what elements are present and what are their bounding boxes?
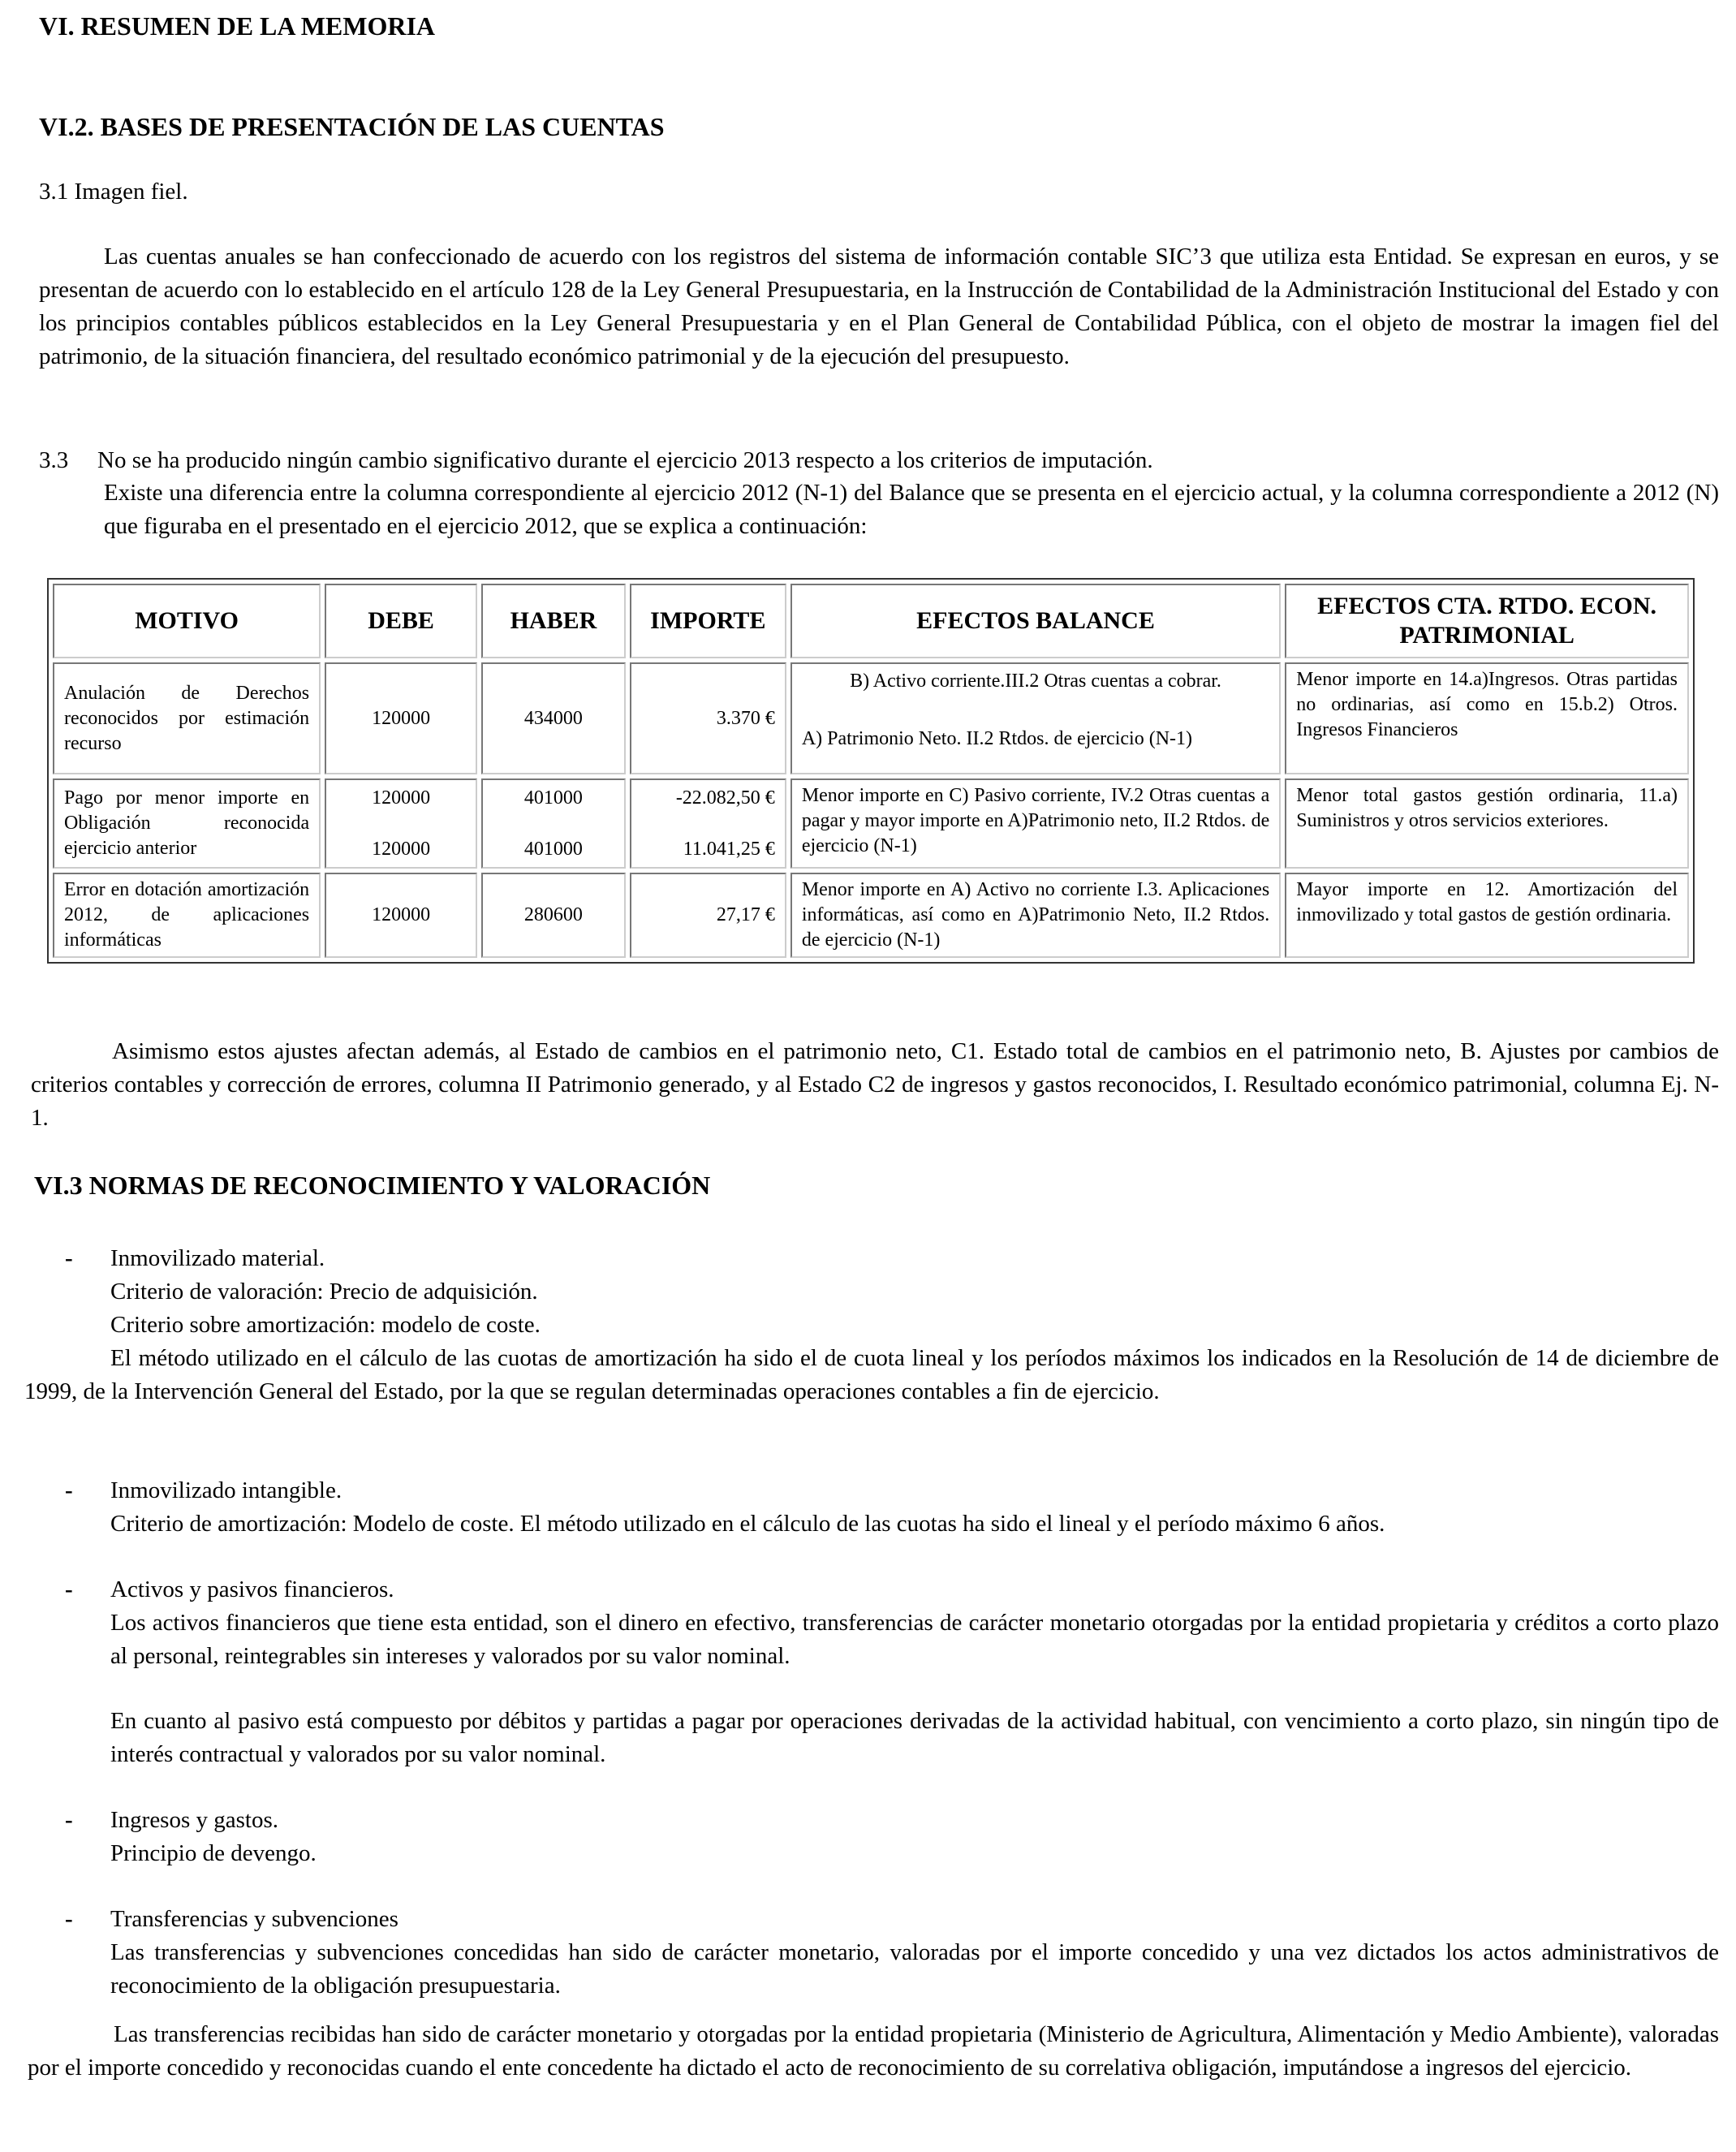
bullet-dash: -: [65, 1906, 73, 1932]
debe-value: 120000: [372, 839, 431, 860]
item-3-3-number: 3.3: [39, 447, 69, 473]
inmov-intangible-title: Inmovilizado intangible.: [110, 1477, 342, 1503]
haber-value: 401000: [523, 787, 583, 809]
importe-value: 11.041,25 €: [683, 839, 775, 860]
cell-importe: 3.370 €: [630, 662, 786, 774]
cell-debe: [325, 778, 477, 869]
importe-value: -22.082,50 €: [675, 787, 775, 809]
inmov-intangible-criterio: Criterio de amortización: Modelo de coste. El método utilizado en el cálculo de las cuotas ha sido el lineal y el período máximo 6 años.: [110, 1511, 1385, 1537]
header-efectos-balance: EFECTOS BALANCE: [790, 584, 1281, 658]
ingresos-gastos-principio: Principio de devengo.: [110, 1840, 317, 1866]
activos-pasivos-title: Activos y pasivos financieros.: [110, 1576, 394, 1602]
cell-efectos-cta: Menor total gastos gestión ordinaria, 11.a) Suministros y otros servicios exteriores.: [1285, 778, 1689, 869]
haber-value: 401000: [523, 839, 583, 860]
bullet-dash: -: [65, 1245, 73, 1271]
cell-efectos-balance: Menor importe en C) Pasivo corriente, IV.2 Otras cuentas a pagar y mayor importe en A)Patrimonio neto, II.2 Rtdos. de ejercicio (N-1): [790, 778, 1281, 869]
transferencias-title: Transferencias y subvenciones: [110, 1906, 398, 1932]
header-importe: IMPORTE: [630, 584, 786, 658]
inmov-material-paragraph: El método utilizado en el cálculo de las cuotas de amortización ha sido el de cuota lineal y los períodos máximos los indicados en la Resolución de 14 de diciembre de 1999, de la Intervención General del Estado, por la que se regulan determinadas operaciones contables a fin de ejercicio.: [24, 1345, 1719, 1404]
table-row: [53, 662, 1689, 774]
header-debe: DEBE: [325, 584, 477, 658]
cell-debe: 120000: [325, 873, 477, 958]
cell-motivo: Pago por menor importe en Obligación reconocida ejercicio anterior: [53, 778, 321, 869]
adjustments-table: [47, 578, 1695, 964]
table-row: [53, 873, 1689, 958]
table-row: [53, 778, 1689, 869]
cell-efectos-balance: Menor importe en A) Activo no corriente I.3. Aplicaciones informáticas, así como en A)Patrimonio Neto, II.2 Rtdos. de ejercicio (N-1): [790, 873, 1281, 958]
paragraph-asimismo: Asimismo estos ajustes afectan además, al Estado de cambios en el patrimonio neto, C1. Estado total de cambios en el patrimonio neto, B. Ajustes por cambios de criterios contables y corrección de errores, columna II Patrimonio generado, y al Estado C2 de ingresos y gastos reconocidos, I. Resultado económico patrimonial, columna Ej. N-1.: [31, 1038, 1719, 1131]
inmov-material-valoracion: Criterio de valoración: Precio de adquisición.: [110, 1279, 538, 1305]
paragraph-imagen-fiel: Las cuentas anuales se han confeccionado de acuerdo con los registros del sistema de información contable SIC’3 que utiliza esta Entidad. Se expresan en euros, y se presentan de acuerdo con lo establecido en el artículo 128 de la Ley General Presupuestaria, en la Instrucción de Contabilidad de la Administración Institucional del Estado y con los principios contables públicos establecidos en la Ley General Presupuestaria y en el Plan General de Contabilidad Pública, con el objeto de mostrar la imagen fiel del patrimonio, de la situación financiera, del resultado económico patrimonial y de la ejecución del presupuesto.: [39, 244, 1719, 369]
cell-haber: 280600: [481, 873, 626, 958]
transferencias-concedidas-paragraph: Las transferencias y subvenciones concedidas han sido de carácter monetario, valoradas por el importe concedido y una vez dictados los actos administrativos de reconocimiento de la obligación presupuestaria.: [110, 1939, 1719, 1999]
item-3-1-title: 3.1 Imagen fiel.: [39, 179, 188, 205]
cell-motivo: Error en dotación amortización 2012, de aplicaciones informáticas: [53, 873, 321, 958]
cell-efectos-cta: Menor importe en 14.a)Ingresos. Otras partidas no ordinarias, así como en 15.b.2) Otros. Ingresos Financieros: [1285, 662, 1689, 774]
cell-haber: [481, 778, 626, 869]
ingresos-gastos-title: Ingresos y gastos.: [110, 1807, 279, 1833]
item-3-3-statement: No se ha producido ningún cambio significativo durante el ejercicio 2013 respecto a los criterios de imputación.: [97, 447, 1153, 473]
bullet-dash: -: [65, 1807, 73, 1833]
header-efectos-cta: EFECTOS CTA. RTDO. ECON. PATRIMONIAL: [1285, 584, 1689, 658]
cell-debe: 120000: [325, 662, 477, 774]
section-title: VI. RESUMEN DE LA MEMORIA: [39, 11, 436, 41]
cell-importe: [630, 778, 786, 869]
bullet-dash: -: [65, 1477, 73, 1503]
section-vi3-title: VI.3 NORMAS DE RECONOCIMIENTO Y VALORACIÓN: [34, 1171, 711, 1200]
cell-importe: 27,17 €: [630, 873, 786, 958]
header-motivo: MOTIVO: [53, 584, 321, 658]
balance-line-patrimonio: A) Patrimonio Neto. II.2 Rtdos. de ejercicio (N-1): [801, 728, 1193, 749]
debe-value: 120000: [372, 787, 431, 809]
cell-efectos-cta: Mayor importe en 12. Amortización del inmovilizado y total gastos de gestión ordinaria.: [1285, 873, 1689, 958]
bullet-dash: -: [65, 1576, 73, 1602]
balance-line-activo: B) Activo corriente.III.2 Otras cuentas a cobrar.: [850, 671, 1221, 692]
cell-haber: 434000: [481, 662, 626, 774]
inmov-material-title: Inmovilizado material.: [110, 1245, 325, 1271]
activos-paragraph: Los activos financieros que tiene esta entidad, son el dinero en efectivo, transferencias de carácter monetario otorgadas por la entidad propietaria y créditos a corto plazo al personal, reintegrables sin intereses y valorados por su valor nominal.: [110, 1610, 1719, 1669]
pasivo-paragraph: En cuanto al pasivo está compuesto por débitos y partidas a pagar por operaciones derivadas de la actividad habitual, con vencimiento a corto plazo, sin ningún tipo de interés contractual y valorados por su valor nominal.: [110, 1708, 1719, 1767]
inmov-material-amortizacion: Criterio sobre amortización: modelo de coste.: [110, 1312, 541, 1338]
subsection-title: VI.2. BASES DE PRESENTACIÓN DE LAS CUENTAS: [39, 112, 665, 141]
cell-efectos-balance: [790, 662, 1281, 774]
header-haber: HABER: [481, 584, 626, 658]
cell-motivo: Anulación de Derechos reconocidos por estimación recurso: [53, 662, 321, 774]
item-3-3-paragraph: Existe una diferencia entre la columna correspondiente al ejercicio 2012 (N-1) del Balance que se presenta en el ejercicio actual, y la columna correspondiente a 2012 (N) que figuraba en el presentado en el ejercicio 2012, que se explica a continuación:: [104, 480, 1719, 539]
transferencias-recibidas-paragraph: Las transferencias recibidas han sido de carácter monetario y otorgadas por la entidad propietaria (Ministerio de Agricultura, Alimentación y Medio Ambiente), valoradas por el importe concedido y reconocidas cuando el ente concedente ha dictado el acto de reconocimiento de su correlativa obligación, imputándose a ingresos del ejercicio.: [28, 2021, 1719, 2081]
table-header-row: [53, 584, 1689, 658]
